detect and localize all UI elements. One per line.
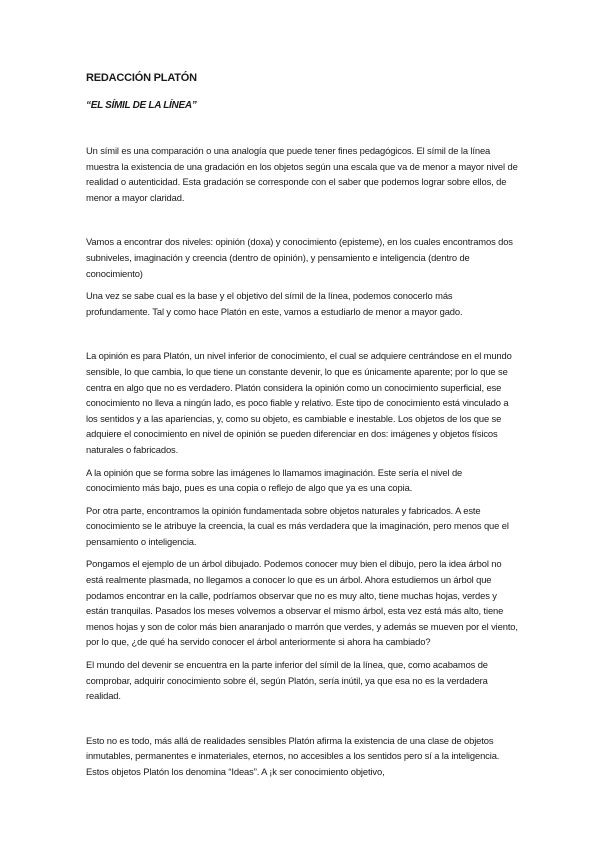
paragraph-ideas: Esto no es todo, más allá de realidades sensibles Platón afirma la existencia de una clase de objetos inmutables, permanentes e inmateriales, eternos, no accesibles a los sentidos pero sí a la inteligencia. Estos objetos Platón los denomina “Ideas”. A ¡k ser conocimiento objetivo, bbox=[86, 734, 500, 777]
paragraph-simil-definition: Un símil es una comparación o una analogía que puede tener fines pedagógicos. El símil de la línea muestra la existencia de una gradación en los objetos según una escala que va de menor a mayor nivel de realidad o autenticidad. Esta gradación se corresponde con el saber que podemos lograr sobre ellos, de menor a mayor claridad. bbox=[86, 145, 518, 203]
document-title: REDACCIÓN PLATÓN bbox=[86, 72, 197, 84]
paragraph-imagination: A la opinión que se forma sobre las imágenes lo llamamos imaginación. Este sería el nivel de conocimiento más bajo, pues es una copia o reflejo de algo que ya es una copia. bbox=[86, 466, 463, 494]
paragraph-two-levels: Vamos a encontrar dos niveles: opinión (doxa) y conocimiento (episteme), en los cuales encontramos dos subniveles, imaginación y creencia (dentro de opinión), y pensamiento e inteligencia (dentro de conocimiento) bbox=[86, 236, 513, 279]
paragraph-study-approach: Una vez se sabe cual es la base y el objetivo del símil de la línea, podemos conocerlo más profundamente. Tal y como hace Platón en este, vamos a estudiarlo de menor a mayor gado. bbox=[86, 290, 463, 317]
document-body bbox=[86, 70, 518, 780]
document-subtitle: “EL SÍMIL DE LA LÍNEA” bbox=[86, 100, 197, 111]
paragraph-belief: Por otra parte, encontramos la opinión fundamentada sobre objetos naturales y fabricados. A este conocimiento se le atribuye la creencia, la cual es más verdadera que la imaginación, pero menos que el pensamiento o inteligencia. bbox=[86, 504, 509, 547]
paragraph-world-of-becoming: El mundo del devenir se encuentra en la parte inferior del símil de la línea, que, como acabamos de comprobar, adquirir conocimiento sobre él, según Platón, sería inútil, ya que esa no es la verdadera realidad. bbox=[86, 659, 488, 702]
paragraph-opinion: La opinión es para Platón, un nivel inferior de conocimiento, el cual se adquiere centrándose en el mundo sensible, lo que cambia, lo que tiene un constante devenir, lo que es únicamente aparente; por lo que se centra en algo que no es verdadero. Platón considera la opinión como un conocimiento superficial, ese conocimiento no lleva a ningún lado, es poco fiable y relativo. Este tipo de conocimiento está vinculado a los sentidos y a las apariencias, y, como su objeto, es cambiable e inestable. Los objetos de los que se adquiere el conocimiento en nivel de opinión se pueden diferenciar en dos: imágenes y objetos físicos naturales o fabricados. bbox=[86, 350, 512, 455]
paragraph-tree-example: Pongamos el ejemplo de un árbol dibujado. Podemos conocer muy bien el dibujo, pero la idea árbol no está realmente plasmada, no llegamos a conocer lo que es un árbol. Ahora estudiemos un árbol que podamos encontrar en la calle, podríamos observar que no es muy alto, tiene muchas hojas, verdes y están tranquilas. Pasados los meses volvemos a observar el mismo árbol, esta vez está más alto, tiene menos hojas y son de color más bien anaranjado o marrón que verdes, y además se mueven por el viento, por lo que, ¿de qué ha servido conocer el árbol anteriormente si ahora ha cambiado? bbox=[86, 558, 518, 648]
